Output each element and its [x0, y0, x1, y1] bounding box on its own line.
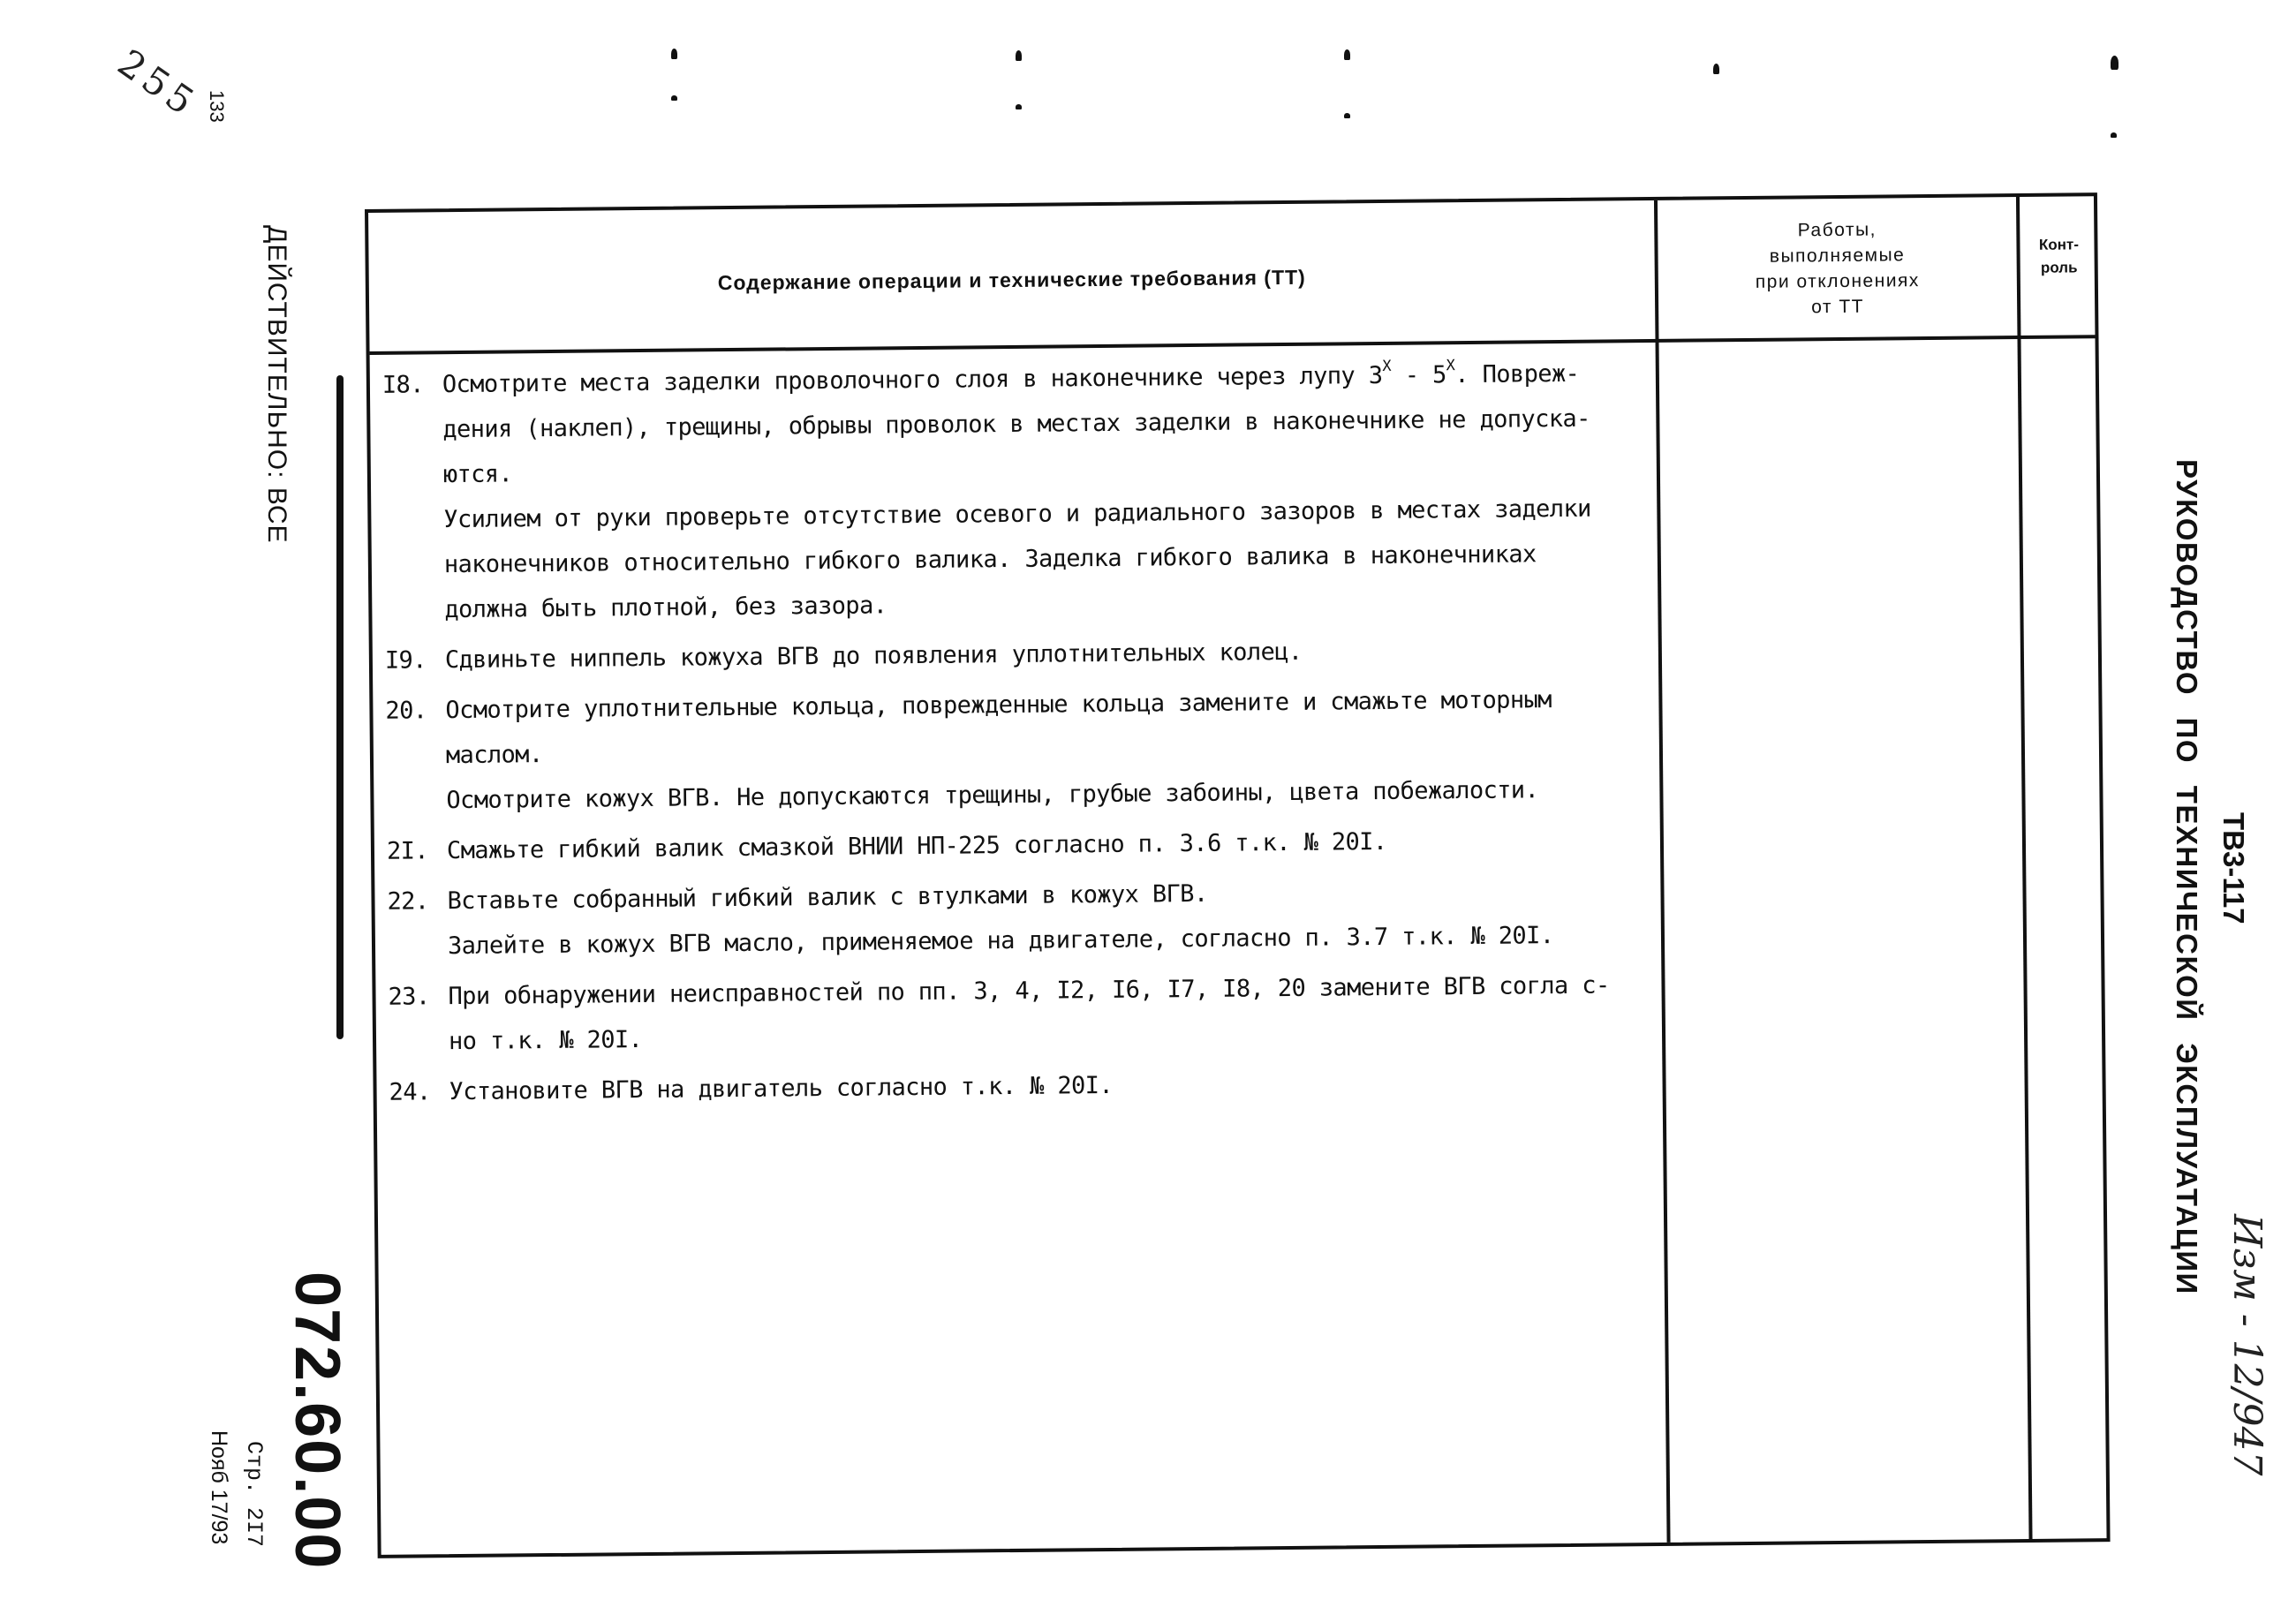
- punch-mark: [1344, 113, 1350, 118]
- engine-model: ТВ3-117: [2217, 812, 2250, 924]
- sheet-number: 133: [206, 90, 228, 123]
- item-number: 22.: [387, 887, 429, 916]
- header-control-line: роль: [2040, 259, 2078, 276]
- operation-item: [385, 676, 1649, 824]
- text-line: маслом.: [445, 741, 543, 770]
- punch-mark: [2111, 132, 2117, 138]
- text-line: ются.: [442, 460, 513, 489]
- header-control-line: Конт-: [2038, 236, 2080, 253]
- text-line: наконечников относительно гибкого валика. Заделка гибкого валика в наконечниках: [443, 540, 1537, 579]
- text-line: Залейте в кожух ВГВ масло, применяемое на двигателе, согласно п. 3.7 т.к. № 20I.: [447, 922, 1554, 961]
- item-text: [445, 626, 1648, 683]
- page-number: Стр. 2I7: [241, 1441, 267, 1548]
- header-deviation-line: при отклонениях: [1755, 269, 1920, 292]
- item-text: [447, 867, 1650, 969]
- item-text: [447, 817, 1650, 873]
- text-line: Осмотрите кожух ВГВ. Не допускаются трещины, грубые забоины, цвета побежалости.: [446, 776, 1539, 815]
- item-number: I9.: [384, 646, 427, 675]
- text-line: Установите ВГВ на двигатель согласно т.к. № 20I.: [449, 1071, 1114, 1106]
- text-line: Смажьте гибкий валик смазкой ВНИИ НП-225 согласно п. 3.6 т.к. № 20I.: [446, 827, 1387, 865]
- item-number: I8.: [381, 371, 425, 399]
- text-line: Усилием от руки проверьте отсутствие осевого и радиального зазоров в местах заделки: [443, 494, 1591, 534]
- operation-item: [389, 1058, 1651, 1115]
- text-line: Осмотрите места заделки проволочного слоя в наконечнике через лупу $3^X - 5^X$. Повреж-: [442, 357, 1580, 399]
- header-control: [2020, 196, 2099, 336]
- punch-mark: [671, 49, 677, 59]
- punch-mark: [1016, 104, 1022, 109]
- column-divider: [1654, 200, 1671, 1543]
- punch-mark: [2111, 56, 2119, 70]
- text-line: Осмотрите уплотнительные кольца, поврежденные кольца замените и смажьте моторным: [445, 686, 1552, 725]
- operation-item: [388, 962, 1651, 1065]
- item-number: 2I.: [386, 837, 429, 865]
- header-deviation-line: Работы,: [1797, 219, 1877, 240]
- validity-bar: [336, 375, 344, 1039]
- column-divider: [2016, 197, 2033, 1539]
- text-line: Сдвиньте ниппель кожуха ВГВ до появления уплотнительных колец.: [444, 637, 1303, 675]
- punch-mark: [671, 95, 677, 101]
- item-text: [449, 1058, 1651, 1114]
- revision-date: Нояб 17/93: [207, 1430, 231, 1545]
- header-deviation-line: выполняемые: [1769, 244, 1906, 267]
- item-text: [448, 962, 1651, 1064]
- handwritten-revision: Изм - 12/947: [2224, 1214, 2270, 1476]
- operations-table: [365, 192, 2111, 1558]
- header-content: Содержание операции и технические требования (ТТ): [717, 265, 1306, 295]
- header-deviation-line: от ТТ: [1811, 296, 1865, 317]
- header-deviation-work: [1658, 197, 2017, 339]
- handwritten-number: 255: [110, 41, 207, 126]
- text-line: должна быть плотной, без зазора.: [444, 592, 887, 624]
- punch-mark: [1344, 49, 1350, 60]
- text-line: дения (наклеп), трещины, обрывы проволок в местах заделки в наконечнике не допуска-: [442, 404, 1590, 444]
- text-line: но т.к. № 20I.: [448, 1026, 643, 1056]
- operation-item: [387, 817, 1650, 874]
- item-number: 23.: [388, 983, 430, 1011]
- operation-item: [382, 351, 1648, 633]
- item-text: [442, 351, 1648, 632]
- text-line: При обнаружении неисправностей по пп. 3, 4, I2, I6, I7, I8, 20 замените ВГВ согла с-: [448, 971, 1610, 1011]
- manual-title: РУКОВОДСТВО ПО ТЕХНИЧЕСКОЙ ЭКСПЛУАТАЦИИ: [2171, 459, 2203, 1295]
- item-number: 24.: [389, 1078, 431, 1106]
- operations-list: [382, 351, 1652, 1115]
- operation-item: [387, 867, 1650, 969]
- punch-mark: [1713, 64, 1719, 74]
- item-number: 20.: [385, 697, 427, 725]
- operation-item: [385, 626, 1648, 683]
- text-line: Вставьте собранный гибкий валик с втулками в кожух ВГВ.: [447, 879, 1208, 916]
- punch-mark: [1016, 50, 1022, 61]
- item-text: [445, 676, 1649, 823]
- document-number: 072.60.00: [282, 1271, 352, 1571]
- validity-label: ДЕЙСТВИТЕЛЬНО: ВСЕ: [262, 225, 291, 544]
